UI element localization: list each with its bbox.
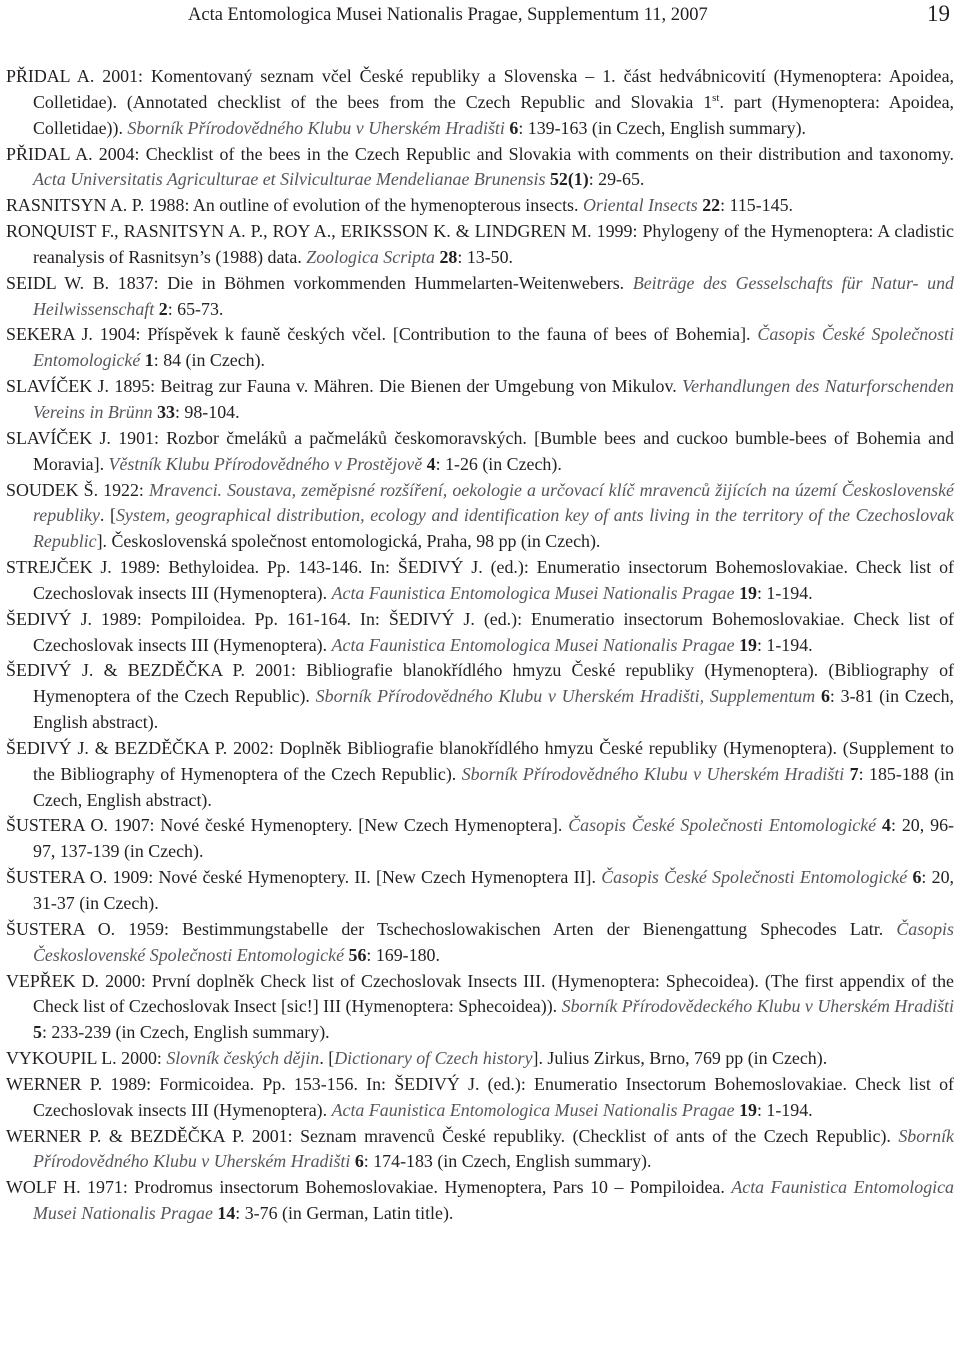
reference-text: : 233-239 (in Czech, English summary). <box>41 1022 330 1043</box>
reference-text: SLAVÍČEK J. 1901: Rozbor čmeláků a pačmeláků českomoravských. [Bumble bees and cuckoo bumble-bees of Bohemia and Moravia]. <box>6 427 954 474</box>
reference-text: SEKERA J. 1904: Příspěvek k fauně českých včel. [Contribution to the fauna of bees of Bohemia]. <box>6 324 758 345</box>
reference-entry <box>6 555 954 607</box>
journal-name: Beiträge des Gesselschafts für Natur- und Heilwissenschaft <box>33 272 955 319</box>
reference-text: : 3-76 (in German, Latin title). <box>235 1203 454 1224</box>
reference-text: . part (Hymenoptera: Apoidea, Colletidae)). <box>33 91 954 138</box>
reference-text: WERNER P. 1989: Formicoidea. Pp. 153-156. In: ŠEDIVÝ J. (ed.): Enumeratio Insectorum Bohemoslovakiae. Check list of Czechoslovak insects III (Hymenoptera). <box>6 1073 954 1120</box>
volume-number: 6 <box>912 867 922 888</box>
reference-text: : 185-188 (in Czech, English abstract). <box>33 763 954 810</box>
volume-number: 22 <box>702 195 721 216</box>
reference-entry <box>6 1124 954 1176</box>
reference-text: ŠUSTERA O. 1907: Nové české Hymenoptery. [New Czech Hymenoptera]. <box>6 815 569 836</box>
volume-number: 19 <box>739 1099 757 1120</box>
reference-text: : 169-180. <box>366 944 440 965</box>
reference-entry <box>6 865 954 917</box>
reference-text: : 20, 96-97, 137-139 (in Czech). <box>33 815 954 862</box>
journal-name: Sborník Přírodovědného Klubu v Uherském Hradišti, Supplementum <box>315 686 816 707</box>
volume-number: 2 <box>158 298 168 319</box>
journal-title: Acta Entomologica Musei Nationalis Pragae, Supplementum 11, 2007 <box>188 5 708 25</box>
journal-name: Slovník českých dějin <box>166 1048 320 1069</box>
volume-number: 7 <box>849 763 859 784</box>
reference-entry <box>6 1175 954 1227</box>
reference-entry <box>6 193 954 219</box>
journal-name: Sborník Přírodovědeckého Klubu v Uherském Hradišti <box>561 996 955 1017</box>
reference-text: : 139-163 (in Czech, English summary). <box>518 117 807 138</box>
reference-text: VYKOUPIL L. 2000: <box>6 1048 167 1069</box>
reference-entry <box>6 374 954 426</box>
reference-entry <box>6 271 954 323</box>
reference-entry <box>6 969 954 1047</box>
page-number: 19 <box>927 1 950 26</box>
journal-name: Verhandlungen des Naturforschenden Vereins in Brünn <box>33 376 954 422</box>
reference-text: . [ <box>319 1048 335 1069</box>
reference-text: ]. Julius Zirkus, Brno, 769 pp (in Czech). <box>532 1048 828 1069</box>
reference-text: : 29-65. <box>588 169 645 190</box>
reference-entry <box>6 736 954 814</box>
journal-name: System, geographical distribution, ecology and identification key of ants living in the territory of the Czechoslovak Republic <box>33 505 955 552</box>
reference-text: . [ <box>99 505 116 526</box>
reference-text: : 1-26 (in Czech). <box>435 453 562 474</box>
journal-name: Sborník Přírodovědného Klubu v Uherském Hradišti <box>33 1125 954 1172</box>
reference-entry <box>6 64 954 142</box>
reference-text: PŘIDAL A. 2001: Komentovaný seznam včel České republiky a Slovenska – 1. část hedvábnicovití (Hymenoptera: Apoidea, Colletidae). (Annotated checklist of the bees from the Czech Republic and Slovakia 1 <box>6 66 954 112</box>
reference-entry <box>6 1072 954 1124</box>
reference-text: : 98-104. <box>174 401 240 422</box>
journal-name: Mravenci. Soustava, zeměpisné rozšíření, oekologie a určovací klíč mravenců žijících na území Československé republiky <box>33 479 954 526</box>
journal-name: Sborník Přírodovědného Klubu v Uherském Hradišti <box>461 763 845 784</box>
journal-name: Sborník Přírodovědného Klubu v Uherském Hradišti <box>127 117 505 138</box>
volume-number: 6 <box>820 686 830 707</box>
reference-text: : 1-194. <box>756 634 813 655</box>
journal-name: Věstník Klubu Přírodovědného v Prostějově <box>108 453 423 474</box>
reference-text: RASNITSYN A. P. 1988: An outline of evolution of the hymenopterous insects. <box>6 195 583 216</box>
journal-name: Acta Universitatis Agriculturae et Silviculturae Mendelianae Brunensis <box>33 169 546 190</box>
volume-number: 5 <box>33 1022 42 1043</box>
journal-name: Acta Faunistica Entomologica Musei Nationalis Pragae <box>33 1177 954 1224</box>
reference-entry <box>6 1046 954 1072</box>
reference-text: ŠUSTERA O. 1959: Bestimmungstabelle der Tschechoslowakischen Arten der Bienengattung Sphecodes Latr. <box>6 918 897 939</box>
reference-list <box>6 64 954 1227</box>
reference-entry <box>6 917 954 969</box>
volume-number: 14 <box>217 1203 236 1224</box>
reference-text: WOLF H. 1971: Prodromus insectorum Bohemoslovakiae. Hymenoptera, Pars 10 – Pompiloidea. <box>6 1177 732 1198</box>
reference-text: SEIDL W. B. 1837: Die in Böhmen vorkommenden Hummelarten-Weitenwebers. <box>6 272 633 293</box>
journal-name: Časopis České Společnosti Entomologické <box>33 324 954 371</box>
reference-text: : 13-50. <box>457 246 514 267</box>
reference-text: SOUDEK Š. 1922: <box>6 479 149 500</box>
volume-number: 4 <box>882 815 891 836</box>
volume-number: 1 <box>144 350 154 371</box>
volume-number: 19 <box>739 582 757 603</box>
reference-text: : 1-194. <box>756 1099 813 1120</box>
reference-text: : 3-81 (in Czech, English abstract). <box>33 686 954 733</box>
reference-text: ŠEDIVÝ J. & BEZDĚČKA P. 2002: Doplněk Bibliografie blanokřídlého hmyzu České republiky (Hymenoptera). (Supplement to the Bibliography of Hymenoptera of the Czech Republic). <box>6 737 954 784</box>
reference-text: : 115-145. <box>720 195 793 216</box>
reference-text: : 1-194. <box>756 582 813 603</box>
journal-name: Dictionary of Czech history <box>334 1048 533 1069</box>
reference-text: : 174-183 (in Czech, English summary). <box>363 1151 652 1172</box>
running-header <box>0 0 960 40</box>
reference-text: ŠEDIVÝ J. 1989: Pompiloidea. Pp. 161-164. In: ŠEDIVÝ J. (ed.): Enumeratio insectorum Bohemoslovakiae. Check list of Czechoslovak insects III (Hymenoptera). <box>6 608 954 655</box>
reference-text: ]. Československá společnost entomologická, Praha, 98 pp (in Czech). <box>96 531 601 552</box>
reference-text: ŠEDIVÝ J. & BEZDĚČKA P. 2001: Bibliografie blanokřídlého hmyzu České republiky (Hymenoptera). (Bibliography of Hymenoptera of the Czech Republic). <box>6 660 954 707</box>
reference-entry <box>6 607 954 659</box>
journal-name: Časopis České Společnosti Entomologické <box>568 815 877 836</box>
volume-number: 6 <box>354 1151 364 1172</box>
reference-text: st <box>712 91 720 104</box>
reference-text: PŘIDAL A. 2004: Checklist of the bees in the Czech Republic and Slovakia with comments on their distribution and taxonomy. <box>6 143 954 164</box>
reference-text: STREJČEK J. 1989: Bethyloidea. Pp. 143-146. In: ŠEDIVÝ J. (ed.): Enumeratio insectorum Bohemoslovakiae. Check list of Czechoslovak insects III (Hymenoptera). <box>6 557 954 603</box>
journal-name: Oriental Insects <box>582 195 698 216</box>
reference-text: RONQUIST F., RASNITSYN A. P., ROY A., ERIKSSON K. & LINDGREN M. 1999: Phylogeny of the Hymenoptera: A cladistic reanalysis of Rasnitsyn’s (1988) data. <box>6 221 954 267</box>
reference-text: : 20, 31-37 (in Czech). <box>33 867 954 913</box>
reference-text: VEPŘEK D. 2000: První doplněk Check list of Czechoslovak Insects III. (Hymenoptera: Sphecoidea). (The first appendix of the Check list of Czechoslovak Insect [sic!] III (Hymenoptera: Sphecoidea)). <box>6 970 954 1017</box>
volume-number: 19 <box>739 634 757 655</box>
reference-entry <box>6 658 954 736</box>
reference-entry <box>6 478 954 556</box>
reference-text: ŠUSTERA O. 1909: Nové české Hymenoptery. II. [New Czech Hymenoptera II]. <box>6 867 602 888</box>
volume-number: 33 <box>157 401 175 422</box>
volume-number: 52(1) <box>549 169 589 190</box>
journal-name: Zoologica Scripta <box>306 246 435 267</box>
reference-entry <box>6 813 954 865</box>
journal-name: Acta Faunistica Entomologica Musei Nationalis Pragae <box>331 582 735 603</box>
reference-entry <box>6 219 954 271</box>
reference-text: SLAVÍČEK J. 1895: Beitrag zur Fauna v. Mähren. Die Bienen der Umgebung von Mikulov. <box>6 376 683 397</box>
journal-name: Časopis Československé Společnosti Entomologické <box>33 918 954 965</box>
journal-name: Acta Faunistica Entomologica Musei Nationalis Pragae <box>331 1099 735 1120</box>
journal-name: Časopis České Společnosti Entomologické <box>601 867 908 888</box>
volume-number: 28 <box>439 246 458 267</box>
reference-entry <box>6 426 954 478</box>
volume-number: 6 <box>509 117 519 138</box>
reference-text: WERNER P. & BEZDĚČKA P. 2001: Seznam mravenců České republiky. (Checklist of ants of the Czech Republic). <box>6 1125 899 1146</box>
volume-number: 56 <box>348 944 367 965</box>
journal-name: Acta Faunistica Entomologica Musei Nationalis Pragae <box>331 634 735 655</box>
reference-text: : 84 (in Czech). <box>153 350 266 371</box>
reference-entry <box>6 322 954 374</box>
reference-entry <box>6 142 954 194</box>
volume-number: 4 <box>426 453 436 474</box>
reference-text: : 65-73. <box>167 298 224 319</box>
